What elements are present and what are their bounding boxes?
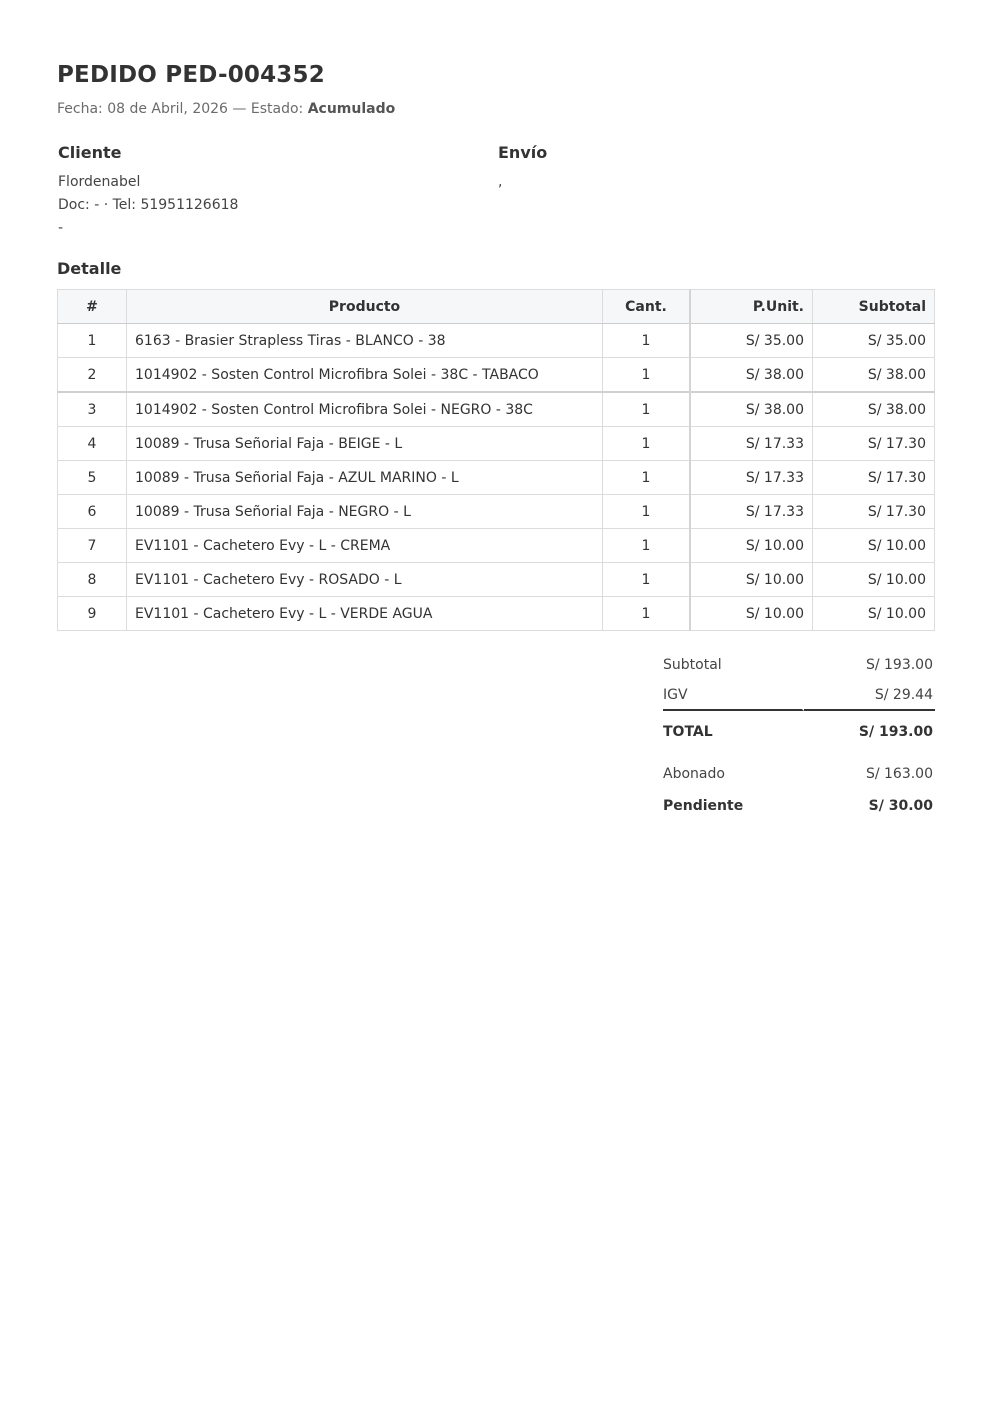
row-product: 10089 - Trusa Señorial Faja - AZUL MARINO - L	[127, 461, 603, 495]
order-meta	[57, 101, 395, 117]
row-unit-price: S/ 10.00	[690, 563, 813, 597]
client-name: Flordenabel	[58, 174, 141, 190]
table-row	[58, 324, 935, 358]
row-subtotal: S/ 17.30	[813, 427, 935, 461]
row-unit-price: S/ 17.33	[690, 461, 813, 495]
igv-value: S/ 29.44	[804, 680, 935, 711]
totals-igv-row	[663, 680, 935, 711]
row-unit-price: S/ 10.00	[690, 529, 813, 563]
row-number: 8	[58, 563, 127, 597]
totals-total-row	[663, 711, 935, 753]
table-row	[58, 597, 935, 631]
totals-paid-row	[663, 753, 935, 791]
row-quantity: 1	[603, 461, 691, 495]
row-number: 9	[58, 597, 127, 631]
row-quantity: 1	[603, 529, 691, 563]
row-subtotal: S/ 10.00	[813, 529, 935, 563]
totals-subtotal-row	[663, 650, 935, 680]
row-unit-price: S/ 35.00	[690, 324, 813, 358]
row-subtotal: S/ 38.00	[813, 358, 935, 393]
table-row	[58, 392, 935, 427]
row-number: 5	[58, 461, 127, 495]
order-title: PEDIDO PED-004352	[57, 62, 325, 88]
totals-table	[663, 650, 935, 821]
row-number: 1	[58, 324, 127, 358]
row-product: 1014902 - Sosten Control Microfibra Solei - 38C - TABACO	[127, 358, 603, 393]
col-header-number: #	[58, 290, 127, 324]
row-product: 10089 - Trusa Señorial Faja - NEGRO - L	[127, 495, 603, 529]
row-product: 6163 - Brasier Strapless Tiras - BLANCO - 38	[127, 324, 603, 358]
row-product: 10089 - Trusa Señorial Faja - BEIGE - L	[127, 427, 603, 461]
items-table	[57, 289, 935, 631]
table-row	[58, 495, 935, 529]
client-heading: Cliente	[58, 143, 122, 162]
row-number: 7	[58, 529, 127, 563]
totals-pending-row	[663, 791, 935, 821]
row-subtotal: S/ 10.00	[813, 597, 935, 631]
row-subtotal: S/ 17.30	[813, 461, 935, 495]
row-quantity: 1	[603, 597, 691, 631]
row-quantity: 1	[603, 358, 691, 393]
table-row	[58, 461, 935, 495]
paid-value: S/ 163.00	[865, 766, 933, 782]
detail-heading: Detalle	[57, 259, 122, 278]
row-product: EV1101 - Cachetero Evy - L - VERDE AGUA	[127, 597, 603, 631]
total-label: TOTAL	[663, 724, 713, 740]
table-row	[58, 563, 935, 597]
row-product: 1014902 - Sosten Control Microfibra Solei - NEGRO - 38C	[127, 392, 603, 427]
row-quantity: 1	[603, 495, 691, 529]
client-address: -	[58, 220, 64, 236]
table-row	[58, 529, 935, 563]
row-product: EV1101 - Cachetero Evy - L - CREMA	[127, 529, 603, 563]
order-date: Fecha: 08 de Abril, 2026 — Estado:	[57, 101, 308, 117]
row-subtotal: S/ 17.30	[813, 495, 935, 529]
client-doc-phone: Doc: - · Tel: 51951126618	[58, 197, 239, 213]
igv-label: IGV	[663, 680, 804, 711]
client-section	[58, 143, 478, 240]
col-header-unit-price: P.Unit.	[690, 290, 813, 324]
col-header-product: Producto	[127, 290, 603, 324]
row-subtotal: S/ 35.00	[813, 324, 935, 358]
row-subtotal: S/ 38.00	[813, 392, 935, 427]
row-unit-price: S/ 38.00	[690, 392, 813, 427]
pending-label: Pendiente	[663, 798, 744, 814]
row-quantity: 1	[603, 392, 691, 427]
row-product: EV1101 - Cachetero Evy - ROSADO - L	[127, 563, 603, 597]
items-header-row	[58, 290, 935, 324]
col-header-subtotal: Subtotal	[813, 290, 935, 324]
row-number: 6	[58, 495, 127, 529]
row-number: 4	[58, 427, 127, 461]
pending-value: S/ 30.00	[868, 798, 933, 814]
row-unit-price: S/ 38.00	[690, 358, 813, 393]
table-row	[58, 358, 935, 393]
paid-label: Abonado	[663, 766, 725, 782]
subtotal-label: Subtotal	[663, 657, 722, 673]
row-quantity: 1	[603, 563, 691, 597]
order-status: Acumulado	[307, 101, 396, 117]
row-number: 3	[58, 392, 127, 427]
subtotal-value: S/ 193.00	[865, 657, 933, 673]
row-unit-price: S/ 10.00	[690, 597, 813, 631]
row-quantity: 1	[603, 427, 691, 461]
row-unit-price: S/ 17.33	[690, 427, 813, 461]
col-header-quantity: Cant.	[603, 290, 691, 324]
row-quantity: 1	[603, 324, 691, 358]
shipping-section	[498, 143, 918, 194]
shipping-address: ,	[498, 174, 503, 190]
table-row	[58, 427, 935, 461]
row-unit-price: S/ 17.33	[690, 495, 813, 529]
shipping-heading: Envío	[498, 143, 548, 162]
row-number: 2	[58, 358, 127, 393]
row-subtotal: S/ 10.00	[813, 563, 935, 597]
total-value: S/ 193.00	[858, 724, 933, 740]
